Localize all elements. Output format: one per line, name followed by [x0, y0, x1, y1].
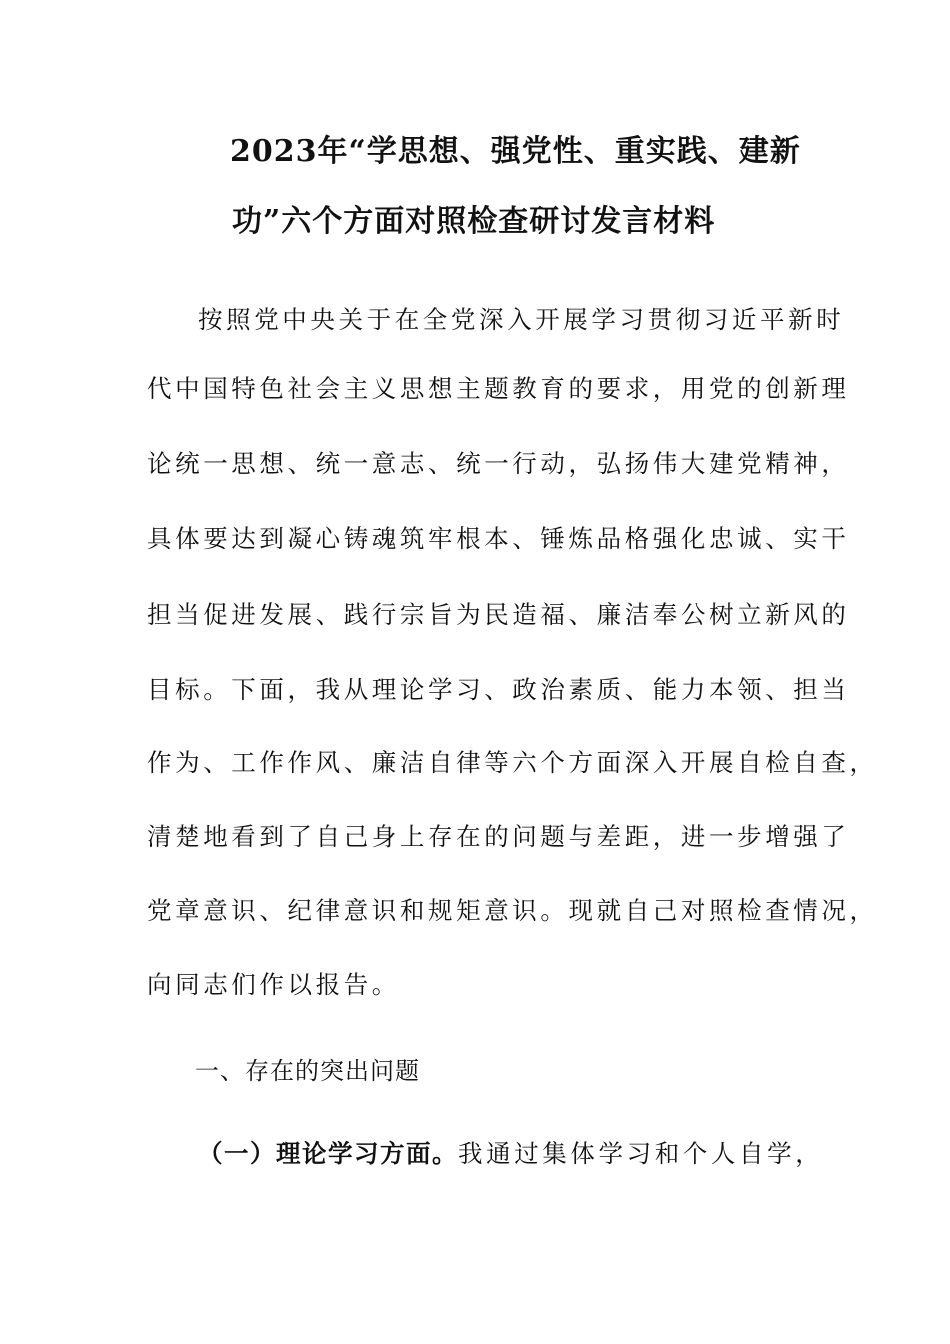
paragraph-line: 党章意识、纪律意识和规矩意识。现就自己对照检查情况，: [147, 896, 878, 925]
subsection-heading: （一）理论学习方面。: [198, 1139, 458, 1168]
paragraph-line: 担当促进发展、践行宗旨为民造福、廉洁奉公树立新风的: [147, 600, 850, 629]
document-title-line-1: 2023年“学思想、强党性、重实践、建新: [230, 134, 801, 169]
paragraph-line: 目标。下面，我从理论学习、政治素质、能力本领、担当: [147, 675, 850, 704]
subsection-text: 我通过集体学习和个人自学，: [458, 1139, 824, 1168]
paragraph-line: 作为、工作作风、廉洁自律等六个方面深入开展自检自查，: [147, 748, 878, 777]
paragraph-line: 按照党中央关于在全党深入开展学习贯彻习近平新时: [198, 305, 845, 334]
paragraph-line: 具体要达到凝心铸魂筑牢根本、锤炼品格强化忠诚、实干: [147, 524, 850, 553]
document-title-line-2: 功”六个方面对照检查研讨发言材料: [232, 204, 716, 239]
subsection-line: [198, 1137, 823, 1171]
paragraph-line: 论统一思想、统一意志、统一行动，弘扬伟大建党精神，: [147, 449, 850, 478]
paragraph-line: 清楚地看到了自己身上存在的问题与差距，进一步增强了: [147, 822, 850, 851]
paragraph-line: 代中国特色社会主义思想主题教育的要求，用党的创新理: [147, 374, 850, 403]
paragraph-line: 向同志们作以报告。: [147, 970, 400, 999]
section-heading: 一、存在的突出问题: [195, 1057, 420, 1085]
